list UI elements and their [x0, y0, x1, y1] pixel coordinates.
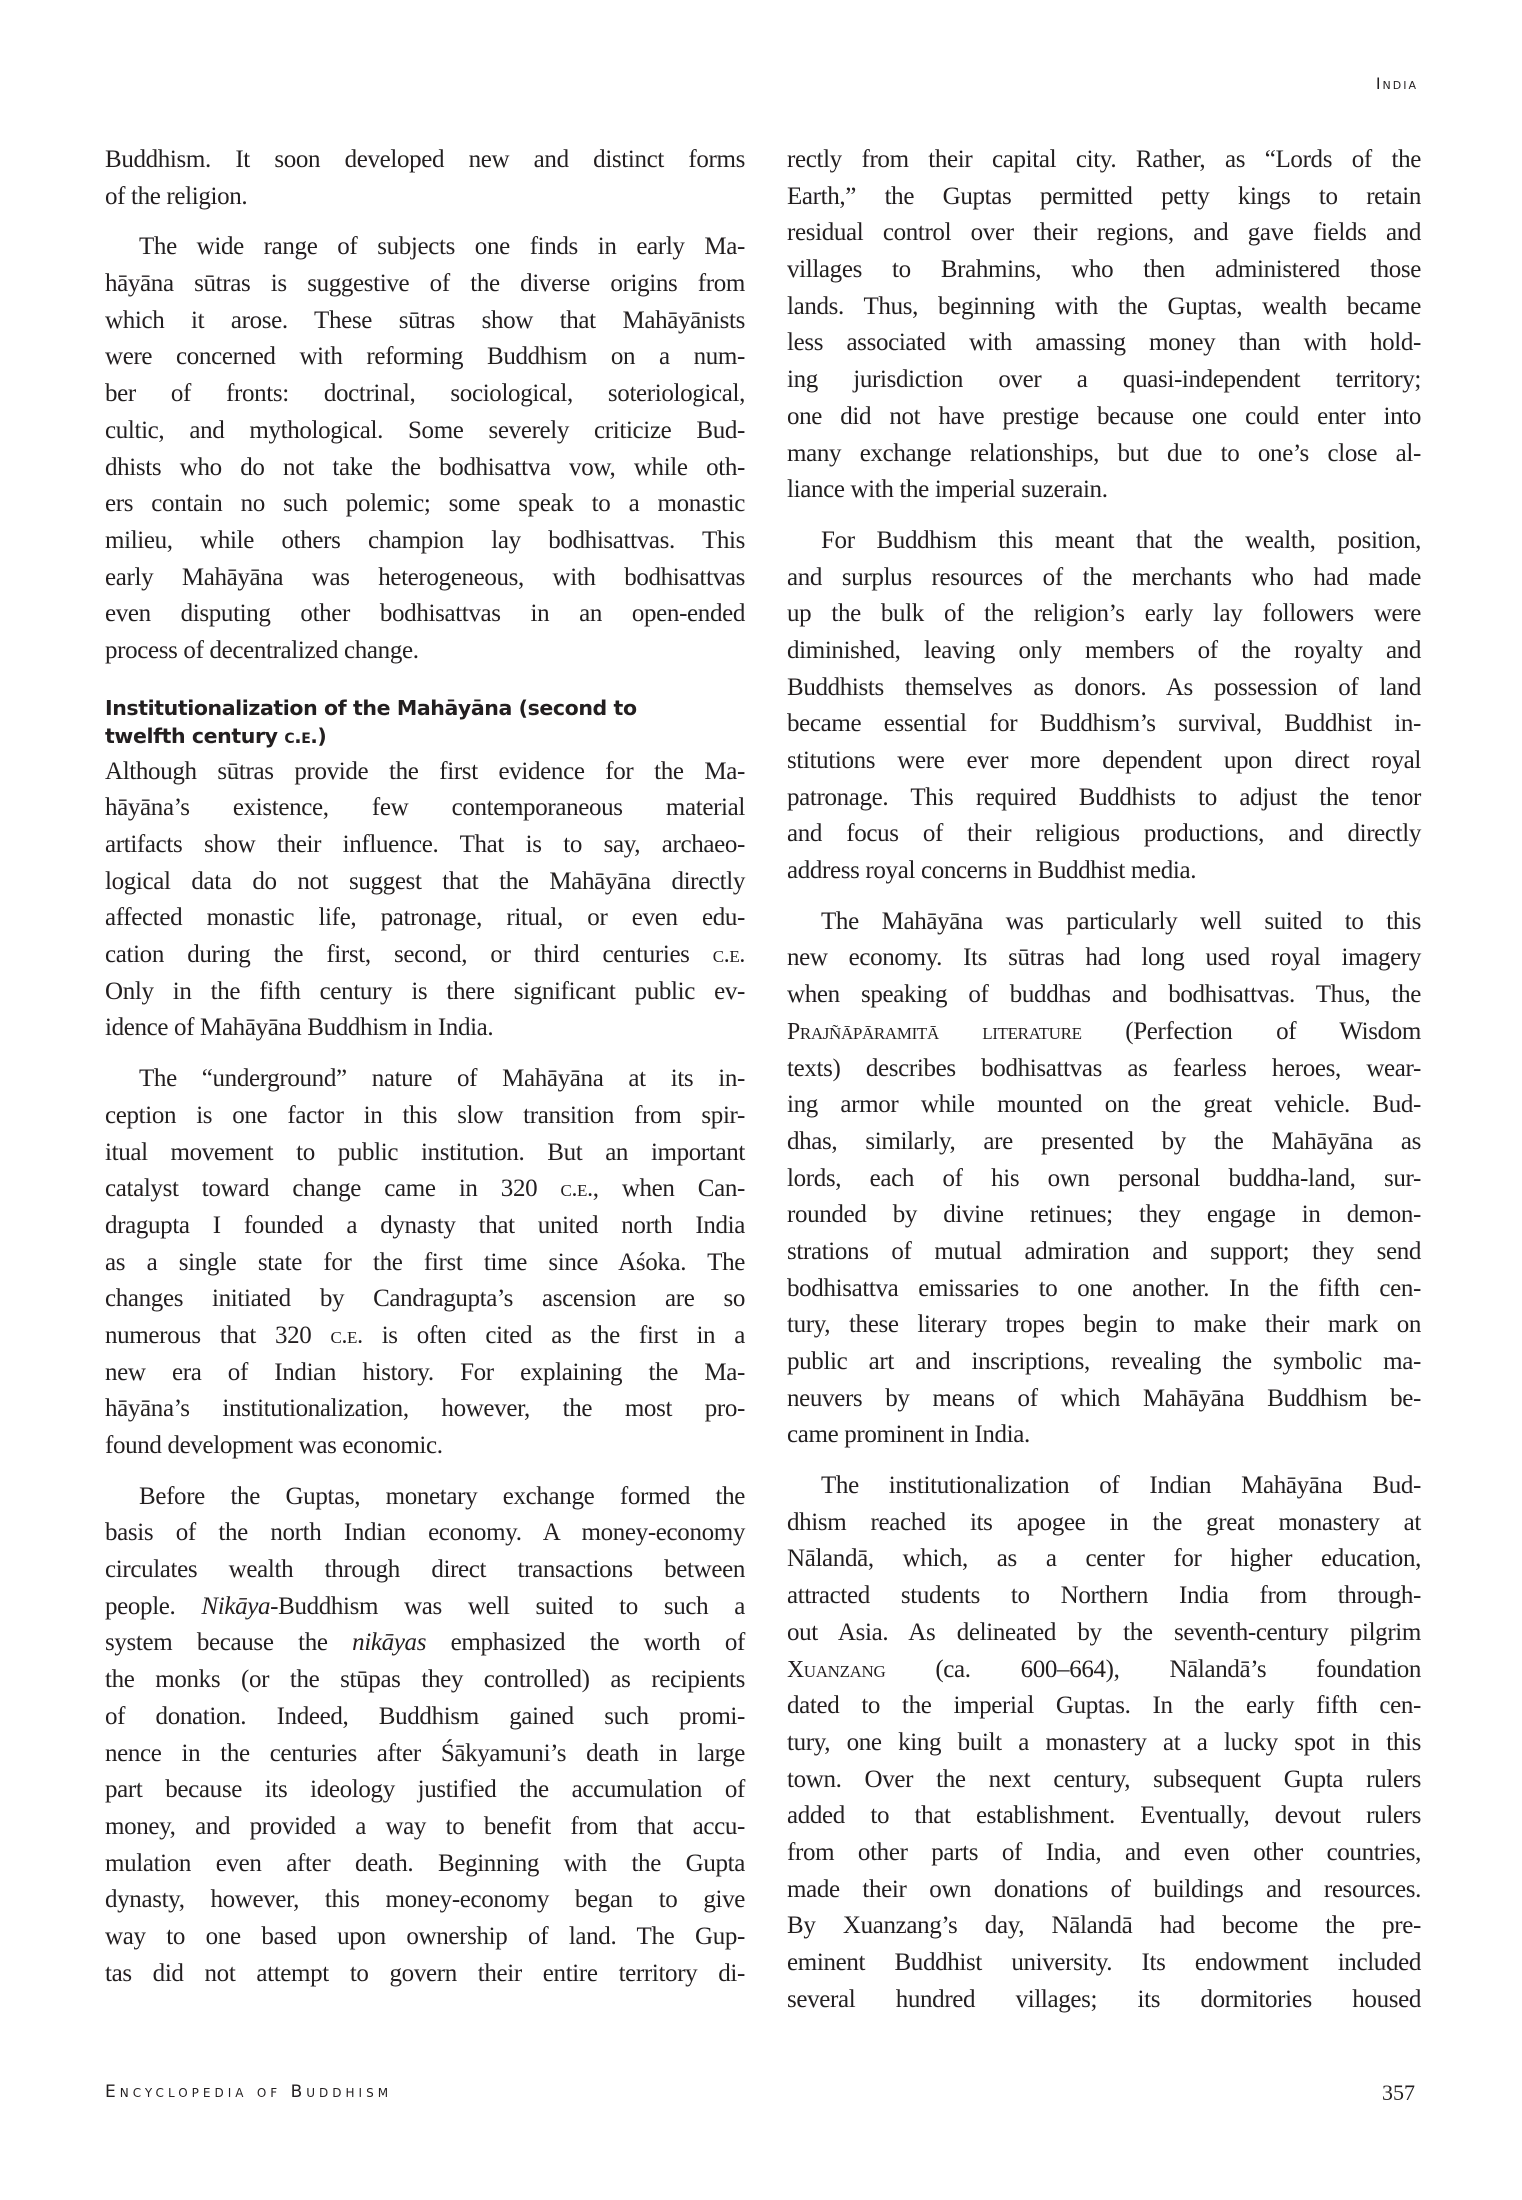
text-line: By Xuanzang’s day, Nālandā had become the pre-: [787, 1912, 1421, 1940]
paragraph: [105, 229, 745, 669]
text-line: found development was economic.: [105, 1432, 443, 1459]
footer-publication-title: Encyclopedia of Buddhism: [105, 2082, 393, 2102]
text-line: [105, 937, 745, 974]
text-line: ing jurisdiction over a quasi-independent territory;: [787, 366, 1421, 394]
text-line: idence of Mahāyāna Buddhism in India.: [105, 1014, 494, 1042]
text-line: new economy. Its sūtras had long used royal imagery: [787, 944, 1421, 972]
heading-text: twelfth century: [105, 723, 285, 748]
text-line: the monks (or the stūpas they controlled) as recipients: [105, 1666, 745, 1694]
text-line: which it arose. These sūtras show that Mahāyānists: [105, 306, 745, 334]
text-line: affected monastic life, patronage, ritual, or even edu-: [105, 904, 745, 932]
text-run: people.: [105, 1592, 202, 1620]
paragraph: [105, 142, 745, 215]
text-line: less associated with amassing money than with hold-: [787, 329, 1421, 357]
text-run: catalyst toward change came in 320: [105, 1175, 561, 1203]
text-line: eminent Buddhist university. Its endowment included: [787, 1949, 1421, 1976]
text-line: money, and provided a way to benefit from that accu-: [105, 1812, 745, 1840]
text-line: dated to the imperial Guptas. In the early fifth cen-: [787, 1692, 1421, 1720]
text-line: residual control over their regions, and gave fields and: [787, 219, 1421, 247]
text-line: Nālandā, which, as a center for higher education,: [787, 1545, 1421, 1573]
text-run: system because the: [105, 1629, 353, 1657]
text-line: and surplus resources of the merchants who had made: [787, 563, 1421, 591]
section-heading: [105, 694, 745, 750]
text-run: -Buddhism was well suited to such a: [270, 1592, 745, 1620]
heading-era: c.e.: [284, 724, 318, 748]
text-line: hāyāna’s existence, few contemporaneous material: [105, 794, 745, 822]
text-line: Buddhists themselves as donors. As possession of land: [787, 673, 1421, 701]
text-run: , when Can-: [592, 1175, 745, 1203]
text-line: as a single state for the first time since Aśoka. The: [105, 1248, 745, 1276]
text-line: came prominent in India.: [787, 1421, 1030, 1449]
text-line: ception is one factor in this slow transition from spir-: [105, 1101, 745, 1129]
text-line: cultic, and mythological. Some severely criticize Bud-: [105, 416, 745, 444]
text-line: became essential for Buddhism’s survival, Buddhist in-: [787, 710, 1421, 738]
era-abbrev: c.e.: [560, 1176, 593, 1203]
text-line: [105, 1589, 745, 1626]
text-line: public art and inscriptions, revealing the symbolic ma-: [787, 1348, 1421, 1375]
text-line: dhism reached its apogee in the great monastery at: [787, 1508, 1421, 1536]
text-line: ber of fronts: doctrinal, sociological, soteriological,: [105, 380, 745, 408]
text-line: added to that establishment. Eventually, devout rulers: [787, 1802, 1421, 1830]
text-line: address royal concerns in Buddhist media.: [787, 857, 1197, 885]
text-line: changes initiated by Candragupta’s ascension are so: [105, 1285, 745, 1313]
text-run: (ca. 600–664), Nālandā’s foundation: [885, 1655, 1421, 1683]
text-line: town. Over the next century, subsequent Gupta rulers: [787, 1765, 1421, 1793]
text-line: Although sūtras provide the first evidence for the Ma-: [105, 757, 745, 785]
text-line: way to one based upon ownership of land. The Gup-: [105, 1922, 745, 1950]
text-line: dragupta I founded a dynasty that united north India: [105, 1211, 745, 1239]
text-run: numerous that 320: [105, 1321, 331, 1349]
heading-line: [105, 722, 745, 750]
text-line: [787, 1652, 1421, 1689]
text-line: diminished, leaving only members of the royalty and: [787, 636, 1421, 664]
text-line: The “underground” nature of Mahāyāna at its in-: [139, 1065, 745, 1093]
cross-reference-link[interactable]: Xuanzang: [787, 1656, 886, 1683]
text-line: rounded by divine retinues; they engage in demon-: [787, 1201, 1421, 1229]
text-line: Buddhism. It soon developed new and distinct forms: [105, 146, 745, 173]
text-line: artifacts show their influence. That is to say, archaeo-: [105, 831, 745, 858]
text-line: dynasty, however, this money-economy began to give: [105, 1886, 745, 1914]
left-column: [105, 142, 745, 2006]
paragraph: [787, 904, 1421, 1454]
text-line: many exchange relationships, but due to one’s close al-: [787, 439, 1421, 467]
text-line: bodhisattva emissaries to one another. In the fifth cen-: [787, 1274, 1421, 1302]
running-head: India: [1375, 74, 1418, 93]
paragraph: [787, 1468, 1421, 2018]
text-line: mulation even after death. Beginning with the Gupta: [105, 1849, 745, 1877]
text-line: [105, 1318, 745, 1355]
paragraph: [787, 523, 1421, 890]
text-line: patronage. This required Buddhists to adjust the tenor: [787, 783, 1421, 811]
text-line: ing armor while mounted on the great vehicle. Bud-: [787, 1091, 1421, 1119]
text-line: Before the Guptas, monetary exchange formed the: [139, 1482, 745, 1510]
paragraph: [105, 754, 745, 1048]
text-line: new era of Indian history. For explaining the Ma-: [105, 1358, 745, 1386]
text-run: emphasized the worth of: [426, 1629, 745, 1657]
text-line: several hundred villages; its dormitories housed: [787, 1985, 1421, 2013]
text-run: (Perfection of Wisdom: [1081, 1017, 1421, 1045]
text-line: liance with the imperial suzerain.: [787, 476, 1108, 504]
italic-term: nikāyas: [352, 1629, 427, 1657]
text-run: is often cited as the first in a: [362, 1321, 745, 1349]
text-line: even disputing other bodhisattvas in an open-ended: [105, 600, 745, 628]
text-line: of the religion.: [105, 182, 248, 210]
text-line: neuvers by means of which Mahāyāna Buddhism be-: [787, 1384, 1421, 1412]
text-line: villages to Brahmins, who then administered those: [787, 256, 1421, 284]
text-line: made their own donations of buildings and resources.: [787, 1875, 1421, 1903]
paragraph: [105, 1061, 745, 1465]
heading-line: Institutionalization of the Mahāyāna (second to: [105, 695, 637, 720]
text-line: Earth,” the Guptas permitted petty kings to retain: [787, 182, 1421, 210]
text-line: basis of the north Indian economy. A money-economy: [105, 1519, 745, 1547]
text-line: [105, 1625, 745, 1662]
text-line: itual movement to public institution. But an important: [105, 1138, 745, 1166]
text-line: For Buddhism this meant that the wealth, position,: [821, 526, 1421, 554]
paragraph: [787, 142, 1421, 509]
text-line: dhists who do not take the bodhisattva vow, while oth-: [105, 453, 745, 481]
italic-term: Nikāya: [201, 1592, 271, 1620]
text-line: dhas, similarly, are presented by the Mahāyāna as: [787, 1127, 1421, 1155]
text-line: tury, these literary tropes begin to make their mark on: [787, 1311, 1421, 1339]
text-line: The institutionalization of Indian Mahāyāna Bud-: [821, 1472, 1421, 1500]
text-line: circulates wealth through direct transactions between: [105, 1556, 745, 1584]
text-line: were concerned with reforming Buddhism on a num-: [105, 343, 745, 371]
text-line: one did not have prestige because one could enter into: [787, 402, 1421, 430]
text-line: Only in the fifth century is there significant public ev-: [105, 977, 745, 1005]
text-line: The Mahāyāna was particularly well suited to this: [821, 907, 1421, 935]
era-abbrev: c.e.: [712, 942, 745, 969]
right-column: [787, 142, 1421, 2032]
text-line: part because its ideology justified the accumulation of: [105, 1776, 745, 1804]
text-line: up the bulk of the religion’s early lay followers were: [787, 600, 1421, 628]
text-line: stitutions were ever more dependent upon direct royal: [787, 747, 1421, 774]
text-line: out Asia. As delineated by the seventh-century pilgrim: [787, 1618, 1421, 1646]
text-line: The wide range of subjects one finds in early Ma-: [139, 233, 745, 261]
text-line: strations of mutual admiration and support; they send: [787, 1237, 1421, 1265]
text-line: lands. Thus, beginning with the Guptas, wealth became: [787, 292, 1421, 320]
text-line: [105, 1171, 745, 1208]
cross-reference-link[interactable]: Prajñāpāramitā literature: [787, 1018, 1082, 1045]
text-line: hāyāna sūtras is suggestive of the diverse origins from: [105, 270, 745, 298]
text-line: hāyāna’s institutionalization, however, the most pro-: [105, 1395, 745, 1423]
text-line: attracted students to Northern India from through-: [787, 1582, 1421, 1610]
heading-text: ): [317, 723, 327, 748]
text-line: when speaking of buddhas and bodhisattvas. Thus, the: [787, 981, 1421, 1009]
text-line: and focus of their religious productions, and directly: [787, 820, 1421, 848]
text-line: rectly from their capital city. Rather, as “Lords of the: [787, 146, 1421, 173]
text-line: ers contain no such polemic; some speak to a monastic: [105, 490, 745, 518]
paragraph: [105, 1479, 745, 1993]
text-line: nence in the centuries after Śākyamuni’s death in large: [105, 1739, 745, 1767]
era-abbrev: c.e.: [330, 1322, 363, 1349]
text-line: [787, 1014, 1421, 1051]
text-line: of donation. Indeed, Buddhism gained such promi-: [105, 1702, 745, 1730]
page-number: 357: [1382, 2080, 1415, 2105]
text-line: early Mahāyāna was heterogeneous, with bodhisattvas: [105, 563, 745, 591]
text-line: tury, one king built a monastery at a lucky spot in this: [787, 1728, 1421, 1756]
text-line: from other parts of India, and even other countries,: [787, 1838, 1421, 1866]
text-line: tas did not attempt to govern their entire territory di-: [105, 1959, 745, 1987]
text-line: texts) describes bodhisattvas as fearless heroes, wear-: [787, 1054, 1421, 1082]
text-line: logical data do not suggest that the Mahāyāna directly: [105, 867, 745, 895]
text-line: lords, each of his own personal buddha-land, sur-: [787, 1164, 1421, 1192]
text-run: cation during the first, second, or third centuries: [105, 941, 713, 969]
text-line: milieu, while others champion lay bodhisattvas. This: [105, 526, 745, 554]
text-line: process of decentralized change.: [105, 636, 419, 664]
